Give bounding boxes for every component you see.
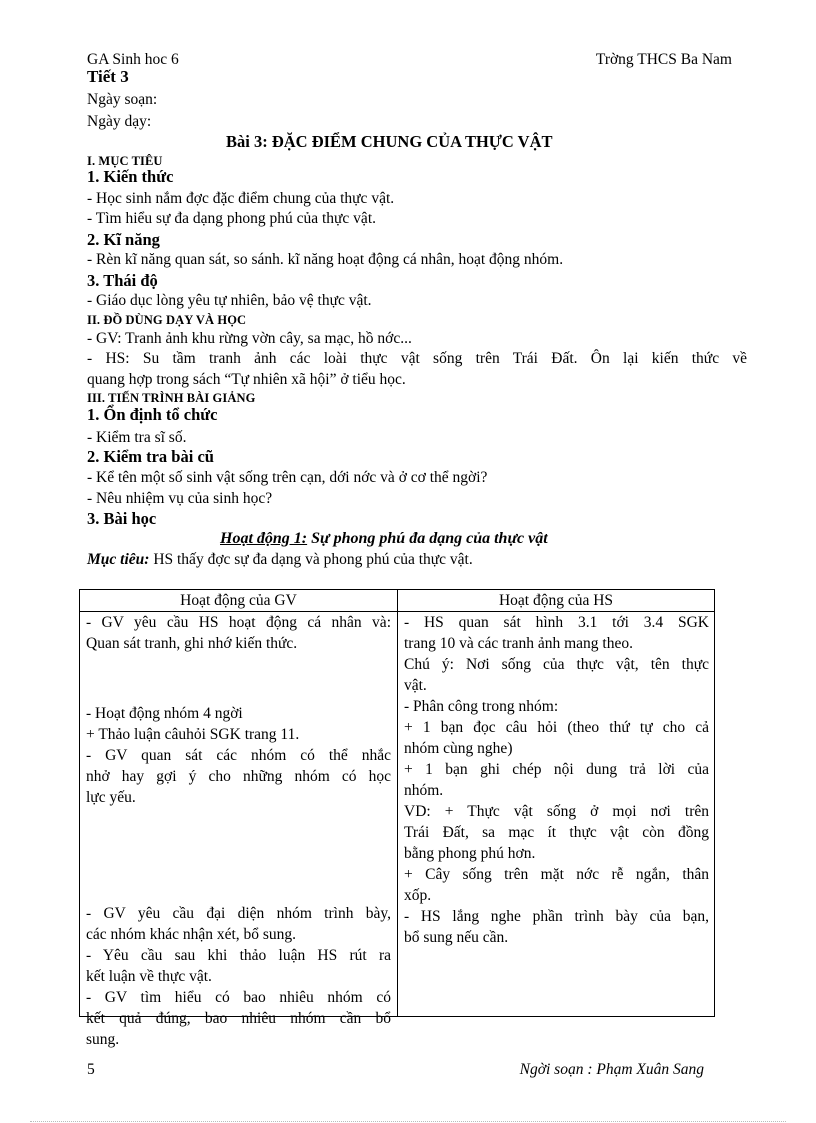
goal-text: HS thấy đợc sự đa dạng và phong phú của thực vật. bbox=[149, 551, 473, 568]
section-materials-heading: II. ĐỒ DÙNG DẠY VÀ HỌC bbox=[87, 313, 247, 327]
skills-item: - Rèn kĩ năng quan sát, so sánh. kĩ năng hoạt động cá nhân, hoạt động nhóm. bbox=[87, 251, 564, 268]
hs-line: - HS quan sát hình 3.1 tới 3.4 SGK bbox=[404, 614, 709, 631]
page-number: 5 bbox=[87, 1061, 95, 1078]
hs-line: xốp. bbox=[404, 887, 432, 904]
knowledge-item: - Tìm hiểu sự đa dạng phong phú của thực vật. bbox=[87, 210, 376, 227]
table-header-gv: Hoạt động của GV bbox=[180, 592, 297, 609]
gv-line bbox=[86, 675, 391, 696]
hs-line: - Phân công trong nhóm: bbox=[404, 698, 559, 715]
teach-date: Ngày dạy: bbox=[87, 113, 152, 130]
hs-line: + Cây sống trên mặt nớc rễ ngắn, thân bbox=[404, 866, 709, 883]
materials-item: - GV: Tranh ảnh khu rừng vờn cây, sa mạc, hồ nớc... bbox=[87, 330, 412, 347]
gv-line: nhở hay gợi ý cho những nhóm có học bbox=[86, 768, 391, 785]
gv-line: - Hoạt động nhóm 4 ngời bbox=[86, 705, 243, 722]
gv-line: các nhóm khác nhận xét, bổ sung. bbox=[86, 926, 297, 943]
prep-date: Ngày soạn: bbox=[87, 91, 158, 108]
check-item: - Nêu nhiệm vụ của sinh học? bbox=[87, 490, 273, 507]
materials-item-continued: quang hợp trong sách “Tự nhiên xã hội” ở tiểu học. bbox=[87, 371, 406, 388]
gv-line: - GV yêu cầu đại diện nhóm trình bày, bbox=[86, 905, 391, 922]
gv-line bbox=[86, 871, 391, 892]
gv-line bbox=[86, 850, 391, 871]
lesson-number: Bài 3: bbox=[226, 132, 268, 151]
lesson-heading: 3. Bài học bbox=[87, 509, 157, 528]
table-cell-gv bbox=[86, 612, 391, 1050]
activity-table bbox=[79, 589, 715, 1048]
activity-goal bbox=[87, 550, 473, 569]
hs-line: Chú ý: Nơi sống của thực vật, tên thực bbox=[404, 656, 709, 673]
section-procedure-heading: III. TIẾN TRÌNH BÀI GIẢNG bbox=[87, 391, 256, 405]
gv-line bbox=[86, 829, 391, 850]
check-heading: 2. Kiểm tra bài cũ bbox=[87, 447, 214, 466]
hs-line: nhóm cùng nghe) bbox=[404, 740, 513, 757]
hs-line: Trái Đất, sa mạc ít thực vật còn đồng bbox=[404, 824, 709, 841]
knowledge-heading: 1. Kiến thức bbox=[87, 167, 174, 186]
author: Ngời soạn : Phạm Xuân Sang bbox=[519, 1061, 704, 1078]
table-column-divider bbox=[397, 590, 398, 1016]
table-cell-hs bbox=[404, 612, 709, 948]
materials-item: - HS: Su tầm tranh ảnh các loài thực vật sống trên Trái Đất. Ôn lại kiến thức về bbox=[87, 350, 747, 367]
activity-title bbox=[220, 530, 548, 548]
hs-line: nhóm. bbox=[404, 782, 444, 799]
gv-line: lực yếu. bbox=[86, 789, 136, 806]
attitude-heading: 3. Thái độ bbox=[87, 271, 158, 290]
gv-line: - GV quan sát các nhóm có thể nhắc bbox=[86, 747, 391, 764]
attitude-item: - Giáo dục lòng yêu tự nhiên, bảo vệ thực vật. bbox=[87, 292, 372, 309]
gv-line: + Thảo luận câuhỏi SGK trang 11. bbox=[86, 726, 300, 743]
hs-line: trang 10 và các tranh ảnh mang theo. bbox=[404, 635, 633, 652]
table-header-hs: Hoạt động của HS bbox=[498, 592, 614, 609]
gv-spacer bbox=[86, 696, 391, 703]
goal-label: Mục tiêu: bbox=[87, 551, 150, 568]
gv-line: kết luận về thực vật. bbox=[86, 968, 212, 985]
gv-line: sung. bbox=[86, 1031, 120, 1048]
gv-line bbox=[86, 654, 391, 675]
hs-line: bằng phong phú hơn. bbox=[404, 845, 536, 862]
skills-heading: 2. Kĩ năng bbox=[87, 230, 160, 249]
lesson-period: Tiết 3 bbox=[87, 67, 129, 86]
stabilize-heading: 1. Ổn định tổ chức bbox=[87, 405, 218, 424]
gv-line: - Yêu cầu sau khi thảo luận HS rút ra bbox=[86, 947, 391, 964]
hs-line: VD: + Thực vật sống ở mọi nơi trên bbox=[404, 803, 709, 820]
gv-line bbox=[86, 808, 391, 829]
header-left: GA Sinh hoc 6 bbox=[87, 51, 179, 68]
activity-name: Sự phong phú đa dạng của thực vật bbox=[311, 530, 548, 547]
gv-line: - GV yêu cầu HS hoạt động cá nhân và: bbox=[86, 614, 391, 631]
hs-line: bổ sung nếu cần. bbox=[404, 929, 509, 946]
footer-divider bbox=[30, 1121, 786, 1122]
check-item: - Kể tên một số sinh vật sống trên cạn, dới nớc và ở cơ thể ngời? bbox=[87, 469, 488, 486]
gv-line: kết quả đúng, bao nhiêu nhóm cần bổ bbox=[86, 1010, 391, 1027]
activity-label: Hoạt động 1: bbox=[220, 530, 308, 547]
lesson-title bbox=[226, 132, 553, 152]
gv-line: - GV tìm hiểu có bao nhiêu nhóm có bbox=[86, 989, 391, 1006]
header-right: Trờng THCS Ba Nam bbox=[595, 51, 732, 68]
section-objectives-heading: I. MỤC TIÊU bbox=[87, 154, 163, 168]
gv-line: Quan sát tranh, ghi nhớ kiến thức. bbox=[86, 635, 298, 652]
hs-line: + 1 bạn đọc câu hỏi (theo thứ tự cho cả bbox=[404, 719, 709, 736]
hs-line: vật. bbox=[404, 677, 427, 694]
hs-line: + 1 bạn ghi chép nội dung trả lời của bbox=[404, 761, 709, 778]
hs-line: - HS lắng nghe phần trình bày của bạn, bbox=[404, 908, 709, 925]
knowledge-item: - Học sinh nắm đợc đặc điểm chung của thực vật. bbox=[87, 190, 395, 207]
stabilize-item: - Kiểm tra sĩ số. bbox=[87, 429, 187, 446]
lesson-name: ĐẶC ĐIỂM CHUNG CỦA THỰC VẬT bbox=[271, 132, 553, 151]
